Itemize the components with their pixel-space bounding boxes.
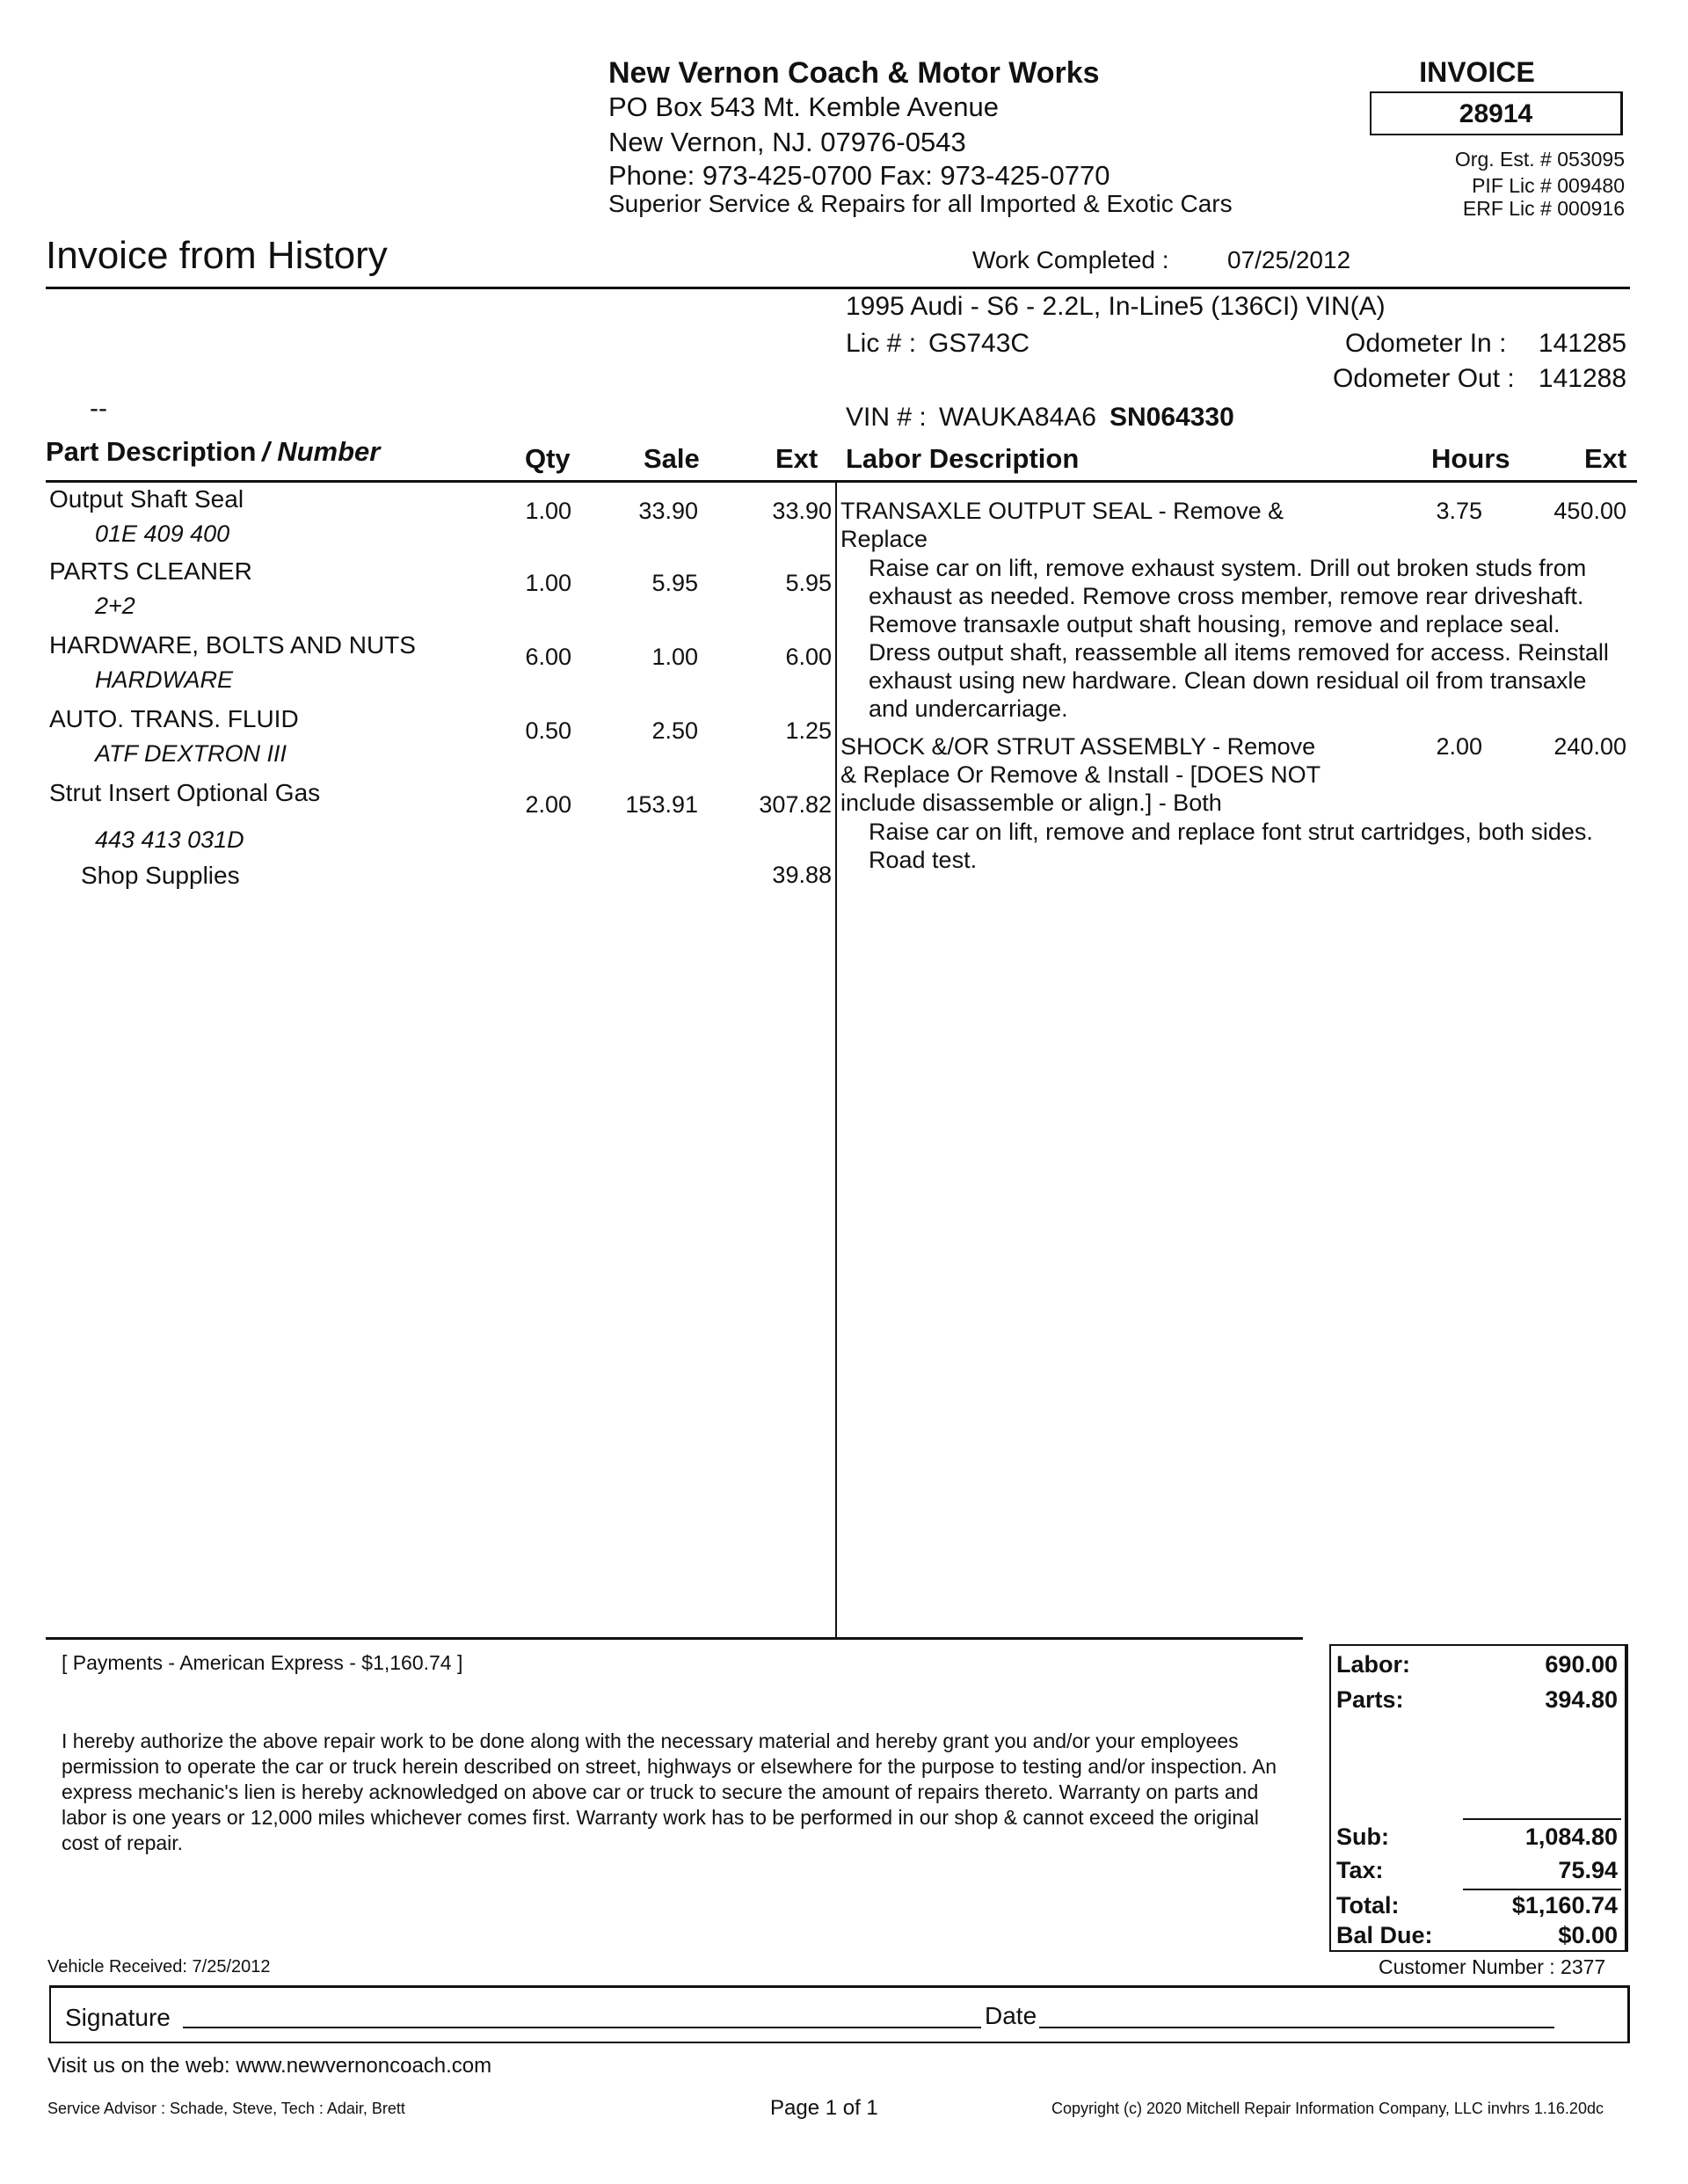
part-desc: AUTO. TRANS. FLUID xyxy=(49,705,299,732)
signature-box xyxy=(49,1985,1630,2043)
qty-header: Qty xyxy=(525,443,571,474)
copyright: Copyright (c) 2020 Mitchell Repair Information Company, LLC invhrs 1.16.20dc xyxy=(1051,2100,1604,2117)
total-rule xyxy=(1463,1889,1621,1890)
erf-license: ERF Lic # 000916 xyxy=(1462,197,1625,220)
odometer-in-label: Odometer In : xyxy=(1345,329,1507,358)
grand-total-label: Total: xyxy=(1336,1892,1400,1918)
part-ext: 33.90 xyxy=(772,498,832,524)
labor-hours: 3.75 xyxy=(1436,498,1482,524)
part-desc: PARTS CLEANER xyxy=(49,557,252,585)
part-number: HARDWARE xyxy=(95,666,234,693)
labor-hours: 2.00 xyxy=(1436,733,1482,760)
date-label: Date xyxy=(985,2002,1037,2029)
customer-number: Customer Number : 2377 xyxy=(1379,1955,1606,1978)
vin-prefix: WAUKA84A6 xyxy=(939,403,1096,432)
pif-license: PIF Lic # 009480 xyxy=(1472,174,1625,197)
payments-summary: [ Payments - American Express - $1,160.74 ] xyxy=(62,1651,463,1674)
labor-title: TRANSAXLE OUTPUT SEAL - Remove & xyxy=(840,498,1284,524)
part-number: 443 413 031D xyxy=(95,826,244,853)
part-sale: 153.91 xyxy=(625,791,698,818)
shop-supplies-label: Shop Supplies xyxy=(81,862,240,889)
labor-total-value: 690.00 xyxy=(1545,1651,1618,1678)
labor-total-label: Labor: xyxy=(1336,1651,1410,1678)
parts-total-value: 394.80 xyxy=(1545,1686,1618,1713)
labor-ext-header: Ext xyxy=(1584,443,1627,474)
empty-customer-dash: -- xyxy=(90,394,107,423)
part-desc: Strut Insert Optional Gas xyxy=(49,779,321,806)
date-line[interactable] xyxy=(1039,2027,1554,2028)
part-sale: 2.50 xyxy=(651,717,698,744)
vehicle-description: 1995 Audi - S6 - 2.2L, In-Line5 (136CI) VIN(A) xyxy=(846,292,1386,321)
grand-total-value: $1,160.74 xyxy=(1511,1892,1618,1918)
part-qty: 1.00 xyxy=(525,570,571,596)
org-est-number: Org. Est. # 053095 xyxy=(1454,148,1625,171)
part-desc: Output Shaft Seal xyxy=(49,485,244,513)
website-text: Visit us on the web: www.newvernoncoach.com xyxy=(47,2054,492,2078)
part-number: ATF DEXTRON III xyxy=(95,740,287,767)
sub-rule xyxy=(1463,1818,1621,1820)
hours-header: Hours xyxy=(1431,443,1510,474)
header-divider xyxy=(46,287,1630,289)
part-ext-header: Ext xyxy=(775,443,819,474)
signature-line[interactable] xyxy=(183,2027,981,2028)
balance-due-label: Bal Due: xyxy=(1336,1922,1433,1948)
totals-box xyxy=(1329,1644,1628,1952)
part-sale: 5.95 xyxy=(651,570,698,596)
labor-details: Raise car on lift, remove exhaust system. Drill out broken studs from exhaust as needed. Remove cross member, remove rear driveshaft. Remove transaxle output shaft housing, remove and replace seal. Dress output shaft, reassemble all items removed for access. Reinstall exhaust using new hardware. Clean down residual oil from transaxle and undercarriage. xyxy=(869,555,1609,722)
shop-supplies-ext: 39.88 xyxy=(772,862,832,888)
odometer-out-label: Odometer Out : xyxy=(1333,364,1515,393)
company-name: New Vernon Coach & Motor Works xyxy=(608,56,1100,90)
part-qty: 6.00 xyxy=(525,644,571,670)
labor-title-cont: Replace xyxy=(840,526,928,552)
company-address-line2: New Vernon, NJ. 07976-0543 xyxy=(608,127,966,157)
part-qty: 1.00 xyxy=(525,498,571,524)
parts-labor-divider xyxy=(835,482,837,1637)
column-header-divider xyxy=(46,480,1637,483)
labor-title-cont: include disassemble or align.] - Both xyxy=(840,790,1222,816)
sub-total-label: Sub: xyxy=(1336,1824,1389,1850)
page-number: Page 1 of 1 xyxy=(770,2096,878,2120)
labor-ext: 450.00 xyxy=(1553,498,1626,524)
part-number: 2+2 xyxy=(95,593,135,619)
page-title: Invoice from History xyxy=(46,234,388,277)
part-description-header: Part Description xyxy=(46,436,257,467)
odometer-out: 141288 xyxy=(1538,364,1626,393)
part-number: 01E 409 400 xyxy=(95,521,230,547)
service-advisor-tech: Service Advisor : Schade, Steve, Tech : Adair, Brett xyxy=(47,2100,405,2117)
vehicle-received: Vehicle Received: 7/25/2012 xyxy=(47,1957,271,1977)
company-address-line1: PO Box 543 Mt. Kemble Avenue xyxy=(608,91,1000,122)
vehicle-lic-label: Lic # : xyxy=(846,329,917,358)
vin-label: VIN # : xyxy=(846,403,927,432)
labor-details: Raise car on lift, remove and replace font strut cartridges, both sides. Road test. xyxy=(869,819,1593,873)
vin-suffix: SN064330 xyxy=(1110,403,1234,432)
part-desc: HARDWARE, BOLTS AND NUTS xyxy=(49,631,416,659)
part-number-header: / Number xyxy=(262,436,381,467)
part-ext: 6.00 xyxy=(785,644,832,670)
part-sale: 1.00 xyxy=(651,644,698,670)
part-qty: 0.50 xyxy=(525,717,571,744)
labor-description-header: Labor Description xyxy=(846,443,1080,474)
part-ext: 307.82 xyxy=(759,791,832,818)
part-sale: 33.90 xyxy=(638,498,698,524)
part-ext: 1.25 xyxy=(785,717,832,744)
company-phone: Phone: 973-425-0700 Fax: 973-425-0770 xyxy=(608,160,1110,191)
labor-ext: 240.00 xyxy=(1553,733,1626,760)
vehicle-lic: GS743C xyxy=(928,329,1030,358)
sale-header: Sale xyxy=(644,443,700,474)
work-completed-date: 07/25/2012 xyxy=(1227,246,1351,273)
tax-value: 75.94 xyxy=(1558,1857,1618,1883)
odometer-in: 141285 xyxy=(1538,329,1626,358)
invoice-number: 28914 xyxy=(1459,99,1533,128)
labor-title: SHOCK &/OR STRUT ASSEMBLY - Remove xyxy=(840,733,1316,760)
balance-due-value: $0.00 xyxy=(1558,1922,1618,1948)
invoice-number-box xyxy=(1370,91,1623,135)
part-qty: 2.00 xyxy=(525,791,571,818)
company-tagline: Superior Service & Repairs for all Imported & Exotic Cars xyxy=(608,190,1233,217)
invoice-label: INVOICE xyxy=(1419,56,1535,88)
tax-label: Tax: xyxy=(1336,1857,1384,1883)
labor-title-cont: & Replace Or Remove & Install - [DOES NOT xyxy=(840,761,1321,788)
work-completed-label: Work Completed : xyxy=(972,246,1169,273)
parts-total-label: Parts: xyxy=(1336,1686,1404,1713)
signature-label: Signature xyxy=(65,2004,171,2031)
part-ext: 5.95 xyxy=(785,570,832,596)
authorization-text: I hereby authorize the above repair work to be done along with the necessary material and hereby grant you and/or your employees permission to operate the car or truck herein described on street, highways or elsewhere for the purpose to testing and/or inspection. An express mechanic's lien is hereby acknowledged on above car or truck to secure the amount of repairs thereto. Warranty on parts and labor is one years or 12,000 miles whichever comes first. Warranty work has to be performed in our shop & cannot exceed the original cost of repair. xyxy=(62,1729,1277,1854)
bottom-divider xyxy=(46,1637,1303,1640)
sub-total-value: 1,084.80 xyxy=(1524,1824,1618,1850)
